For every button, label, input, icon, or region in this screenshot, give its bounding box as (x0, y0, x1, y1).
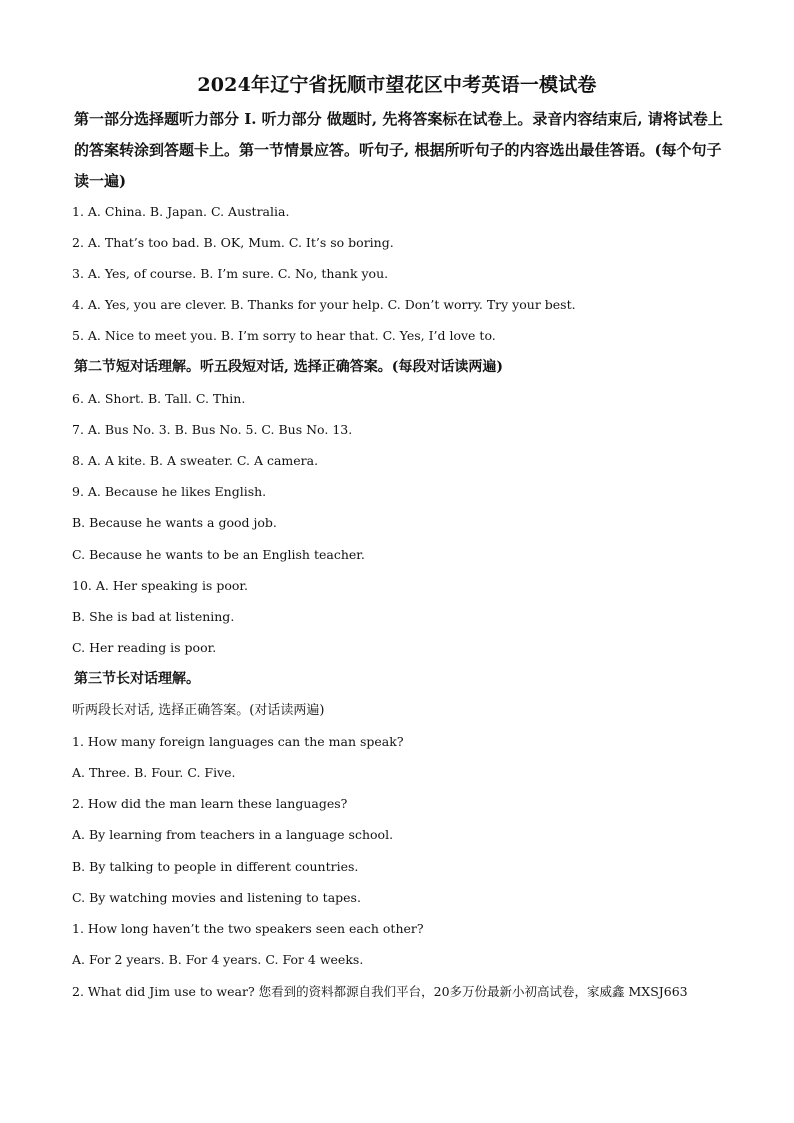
question-1: 1. A. China. B. Japan. C. Australia. (72, 204, 290, 219)
section-two-heading: 第二节短对话理解。听五段短对话, 选择正确答案。(每段对话读两遍) (74, 359, 503, 375)
question-6: 6. A. Short. B. Tall. C. Thin. (72, 391, 246, 406)
question-9-option-c: C. Because he wants to be an English teacher. (72, 547, 365, 562)
long-dialogue-1-question-2-option-c: C. By watching movies and listening to tapes. (72, 890, 361, 905)
question-4: 4. A. Yes, you are clever. B. Thanks for your help. C. Don’t worry. Try your best. (72, 297, 576, 312)
long-dialogue-1-question-1-options: A. Three. B. Four. C. Five. (72, 765, 236, 780)
long-dialogue-2-question-1-options: A. For 2 years. B. For 4 years. C. For 4 weeks. (72, 952, 364, 967)
question-8: 8. A. A kite. B. A sweater. C. A camera. (72, 453, 319, 468)
long-dialogue-1-question-2-option-a: A. By learning from teachers in a language school. (72, 827, 394, 842)
long-dialogue-1-question-2-option-b: B. By talking to people in different countries. (72, 859, 359, 874)
question-9-option-a: 9. A. Because he likes English. (72, 484, 267, 499)
long-dialogue-2-question-2: 2. What did Jim use to wear? 您看到的资料都源自我们平台，20多万份最新小初高试卷，家威鑫 MXSJ663 (72, 984, 688, 999)
question-9-option-b: B. Because he wants a good job. (72, 515, 277, 530)
section-three-heading: 第三节长对话理解。 (74, 671, 200, 687)
long-dialogue-2-question-1: 1. How long haven’t the two speakers seen each other? (72, 921, 424, 936)
long-dialogue-1-question-1: 1. How many foreign languages can the man speak? (72, 734, 404, 749)
question-10-option-b: B. She is bad at listening. (72, 609, 235, 624)
long-dialogue-1-question-2: 2. How did the man learn these languages? (72, 796, 348, 811)
section-three-instructions: 听两段长对话, 选择正确答案。(对话读两遍) (72, 703, 325, 718)
page-title: 2024年辽宁省抚顺市望花区中考英语一模试卷 (197, 74, 597, 96)
question-5: 5. A. Nice to meet you. B. I’m sorry to hear that. C. Yes, I’d love to. (72, 328, 496, 343)
question-3: 3. A. Yes, of course. B. I’m sure. C. No, thank you. (72, 266, 389, 281)
question-10-option-a: 10. A. Her speaking is poor. (72, 578, 248, 593)
question-7: 7. A. Bus No. 3. B. Bus No. 5. C. Bus No. 13. (72, 422, 353, 437)
question-2: 2. A. That’s too bad. B. OK, Mum. C. It’s so boring. (72, 235, 394, 250)
question-10-option-c: C. Her reading is poor. (72, 640, 217, 655)
section-one-instructions: 第一部分选择题听力部分 Ⅰ. 听力部分 做题时, 先将答案标在试卷上。录音内容结束后, 请将试卷上的答案转涂到答题卡上。第一节情景应答。听句子, 根据所听句子的内容选出最佳答语。(每个句子读一遍) (74, 110, 723, 190)
